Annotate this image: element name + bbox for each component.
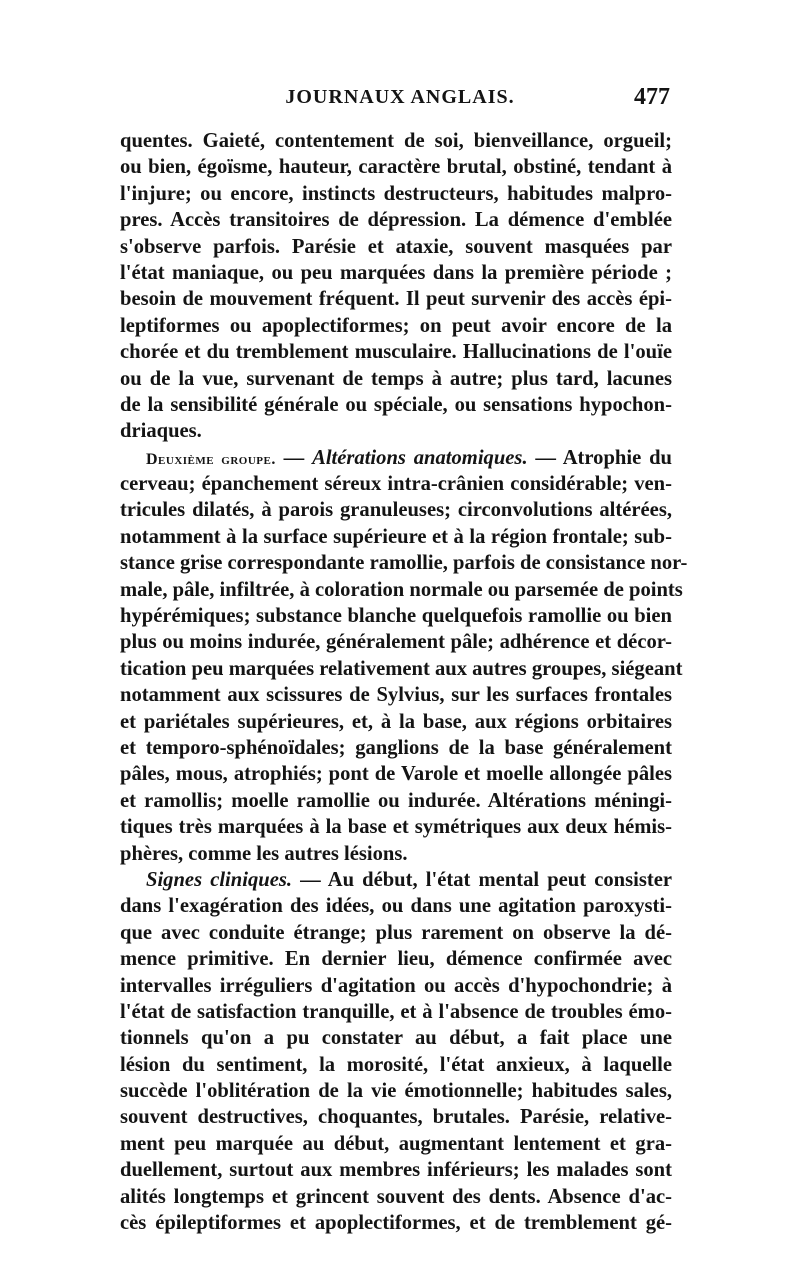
section-heading-line [120,445,672,471]
text-line: mence primitive. En dernier lieu, démence confirmée avec [120,948,672,971]
text-line: l'état maniaque, ou peu marquées dans la première période ; [120,261,672,284]
em-dash: — [292,868,328,891]
text-line: alités longtemps et grincent souvent des dents. Absence d'ac- [120,1185,672,1208]
text-line: pâles, mous, atrophiés; pont de Varole et moelle allongée pâles [120,763,672,786]
page-number: 477 [634,84,670,110]
page-header [120,86,680,120]
text-line: notamment à la surface supérieure et à la région frontale; sub- [120,525,672,548]
text-line: leptiformes ou apoplectiformes; on peut avoir encore de la [120,314,672,337]
text-line: chorée et du tremblement musculaire. Hallucinations de l'ouïe [120,341,672,364]
text-line: male, pâle, infiltrée, à coloration normale ou parsemée de points [120,578,683,601]
text-line: tication peu marquées relativement aux autres groupes, siégeant [120,657,683,680]
em-dash: — [527,446,563,469]
text-line: cerveau; épanchement séreux intra-crânien considérable; ven- [120,473,672,496]
text-fragment: Au début, l'état mental peut consister [327,868,672,891]
text-line: tricules dilatés, à parois granuleuses; circonvolutions altérées, [120,499,672,522]
text-line: tiques très marquées à la base et symétriques aux deux hémis- [120,816,672,839]
text-line: notamment aux scissures de Sylvius, sur les surfaces frontales [120,684,672,707]
text-line: besoin de mouvement fréquent. Il peut survenir des accès épi- [120,288,672,311]
text-line: intervalles irréguliers d'agitation ou accès d'hypochondrie; à [120,974,672,997]
text-line: dans l'exagération des idées, ou dans une agitation paroxysti- [120,895,672,918]
text-line: ou bien, égoïsme, hauteur, caractère brutal, obstiné, tendant à [120,156,672,179]
section-heading-line [120,867,672,893]
text-line: duellement, surtout aux membres inférieurs; les malades sont [120,1159,672,1182]
text-line: phères, comme les autres lésions. [120,842,408,865]
text-line: l'injure; ou encore, instincts destructeurs, habitudes malpro- [120,182,672,205]
text-line: et temporo-sphénoïdales; ganglions de la base généralement [120,736,672,759]
text-line: que avec conduite étrange; plus rarement on observe la dé- [120,921,672,944]
text-line: s'observe parfois. Parésie et ataxie, souvent masquées par [120,235,672,258]
text-line: ou de la vue, survenant de temps à autre; plus tard, lacunes [120,367,672,390]
text-line: l'état de satisfaction tranquille, et à l'absence de troubles émo- [120,1000,672,1023]
text-line: et pariétales supérieures, et, à la base, aux régions orbitaires [120,710,672,733]
text-line: et ramollis; moelle ramollie ou indurée. Altérations méningi- [120,789,672,812]
section-label: Deuxième groupe. [146,450,276,468]
text-line: de la sensibilité générale ou spéciale, ou sensations hypochon- [120,393,672,416]
running-title: JOURNAUX ANGLAIS. [285,86,515,108]
section-title: Altérations anatomiques. [312,446,528,469]
text-line: tionnels qu'on a pu constater au début, a fait place une [120,1027,672,1050]
section-title: Signes cliniques. [146,868,293,891]
body-text [120,128,688,1236]
text-line: stance grise correspondante ramollie, parfois de consistance nor- [120,552,688,575]
text-line: cès épileptiformes et apoplectiformes, et de tremblement gé- [120,1212,672,1235]
text-fragment: Atrophie du [562,446,672,469]
text-line: succède l'oblitération de la vie émotionnelle; habitudes sales, [120,1080,672,1103]
em-dash: — [275,446,313,469]
text-line: quentes. Gaieté, contentement de soi, bienveillance, orgueil; [120,130,672,152]
text-line: driaques. [120,420,202,443]
text-line: plus ou moins indurée, généralement pâle; adhérence et décor- [120,631,672,654]
text-line: ment peu marquée au début, augmentant lentement et gra- [120,1132,672,1155]
text-line: pres. Accès transitoires de dépression. La démence d'emblée [120,209,672,232]
text-line: souvent destructives, choquantes, brutales. Parésie, relative- [120,1106,672,1129]
text-line: lésion du sentiment, la morosité, l'état anxieux, à laquelle [120,1053,672,1076]
text-line: hypérémiques; substance blanche quelquefois ramollie ou bien [120,605,672,628]
